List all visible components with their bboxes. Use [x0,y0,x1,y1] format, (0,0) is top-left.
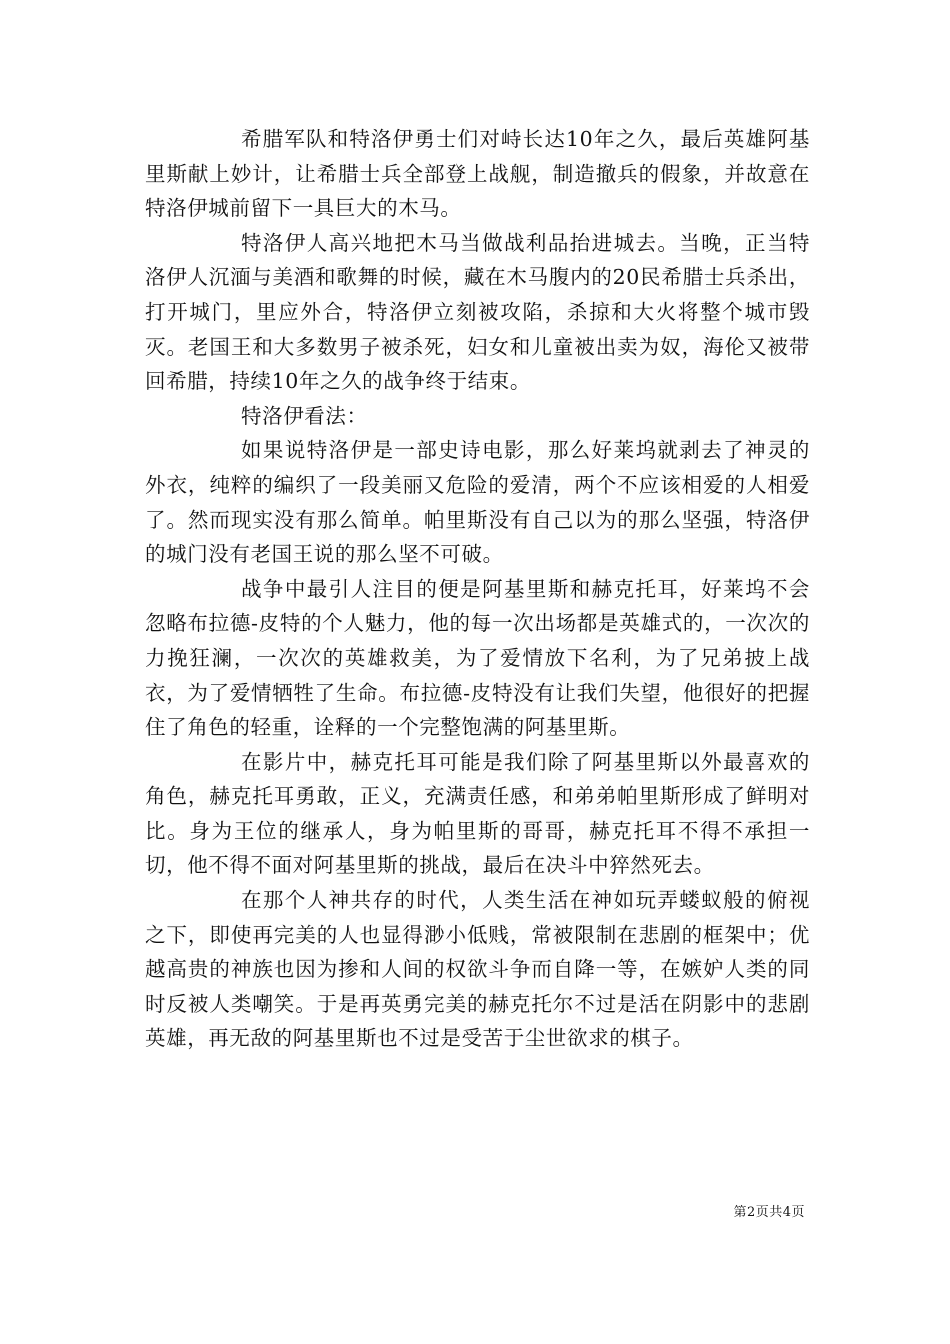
page-number-footer: 第2页共4页 [733,1205,805,1220]
paragraph-7: 在那个人神共存的时代，人类生活在神如玩弄蝼蚁般的俯视之下，即使再完美的人也显得渺小低贱，常被限制在悲剧的框架中；优越高贵的神族也因为掺和人间的权欲斗争而自降一等，在嫉妒人类的同时反被人类嘲笑。于是再英勇完美的赫克托尔不过是活在阴影中的悲剧英雄，再无敌的阿基里斯也不过是受苦于尘世欲求的棋子。 [145,888,810,1051]
paragraph-6: 在影片中，赫克托耳可能是我们除了阿基里斯以外最喜欢的角色，赫克托耳勇敢，正义，充满责任感，和弟弟帕里斯形成了鲜明对比。身为王位的继承人，身为帕里斯的哥哥，赫克托耳不得不承担一切，他不得不面对阿基里斯的挑战，最后在决斗中猝然死去。 [145,749,810,878]
paragraph-4: 如果说特洛伊是一部史诗电影，那么好莱坞就剥去了神灵的外衣，纯粹的编织了一段美丽又危险的爱清，两个不应该相爱的人相爱了。然而现实没有那么简单。帕里斯没有自己以为的那么坚强，特洛伊的城门没有老国王说的那么坚不可破。 [145,438,810,567]
document-body [145,122,810,1056]
paragraph-1: 希腊军队和特洛伊勇士们对峙长达10年之久，最后英雄阿基里斯献上妙计，让希腊士兵全部登上战舰，制造撤兵的假象，并故意在特洛伊城前留下一具巨大的木马。 [145,127,810,221]
paragraph-2: 特洛伊人高兴地把木马当做战利品抬进城去。当晚，正当特洛伊人沉湎与美酒和歌舞的时候，藏在木马腹内的20民希腊士兵杀出，打开城门，里应外合，特洛伊立刻被攻陷，杀掠和大火将整个城市毁灭。老国王和大多数男子被杀死，妇女和儿童被出卖为奴，海伦又被带回希腊，持续10年之久的战争终于结束。 [145,230,810,394]
paragraph-5: 战争中最引人注目的便是阿基里斯和赫克托耳，好莱坞不会忽略布拉德-皮特的个人魅力，他的每一次出场都是英雄式的，一次次的力挽狂澜，一次次的英雄救美，为了爱情放下名利，为了兄弟披上战衣，为了爱情牺牲了生命。布拉德-皮特没有让我们失望，他很好的把握住了角色的轻重，诠释的一个完整饱满的阿基里斯。 [145,576,810,740]
paragraph-3-heading: 特洛伊看法： [241,403,368,428]
